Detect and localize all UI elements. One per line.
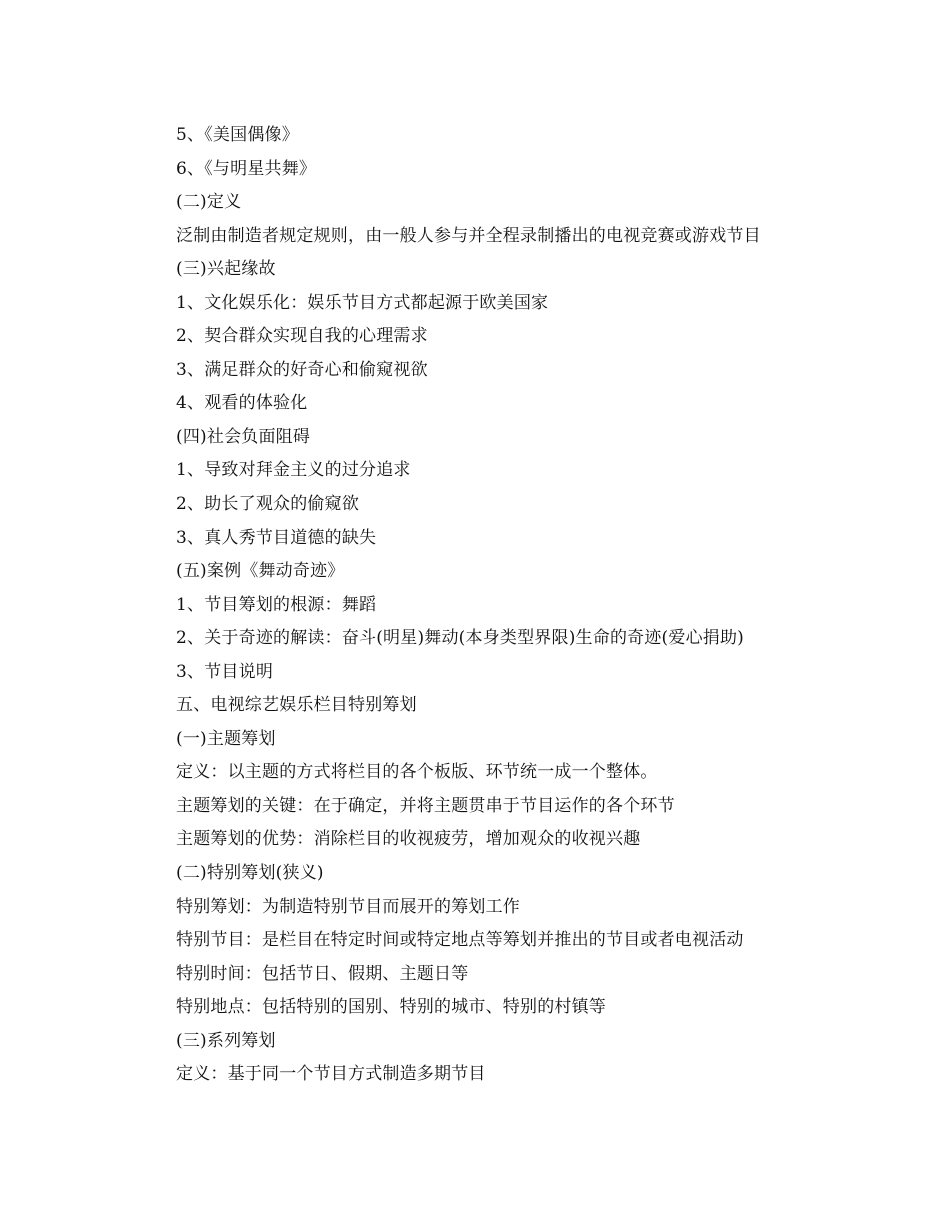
text-line: 特别时间：包括节日、假期、主题日等: [176, 963, 469, 984]
section-heading: (一)主题筹划: [176, 728, 276, 749]
text-line: 1、导致对拜金主义的过分追求: [176, 460, 411, 481]
text-line: 4、观看的体验化: [176, 393, 308, 414]
text-line: 定义：基于同一个节目方式制造多期节目: [176, 1064, 486, 1085]
text-line: 5、《美国偶像》: [176, 125, 299, 145]
section-heading: (五)案例《舞动奇迹》: [176, 561, 345, 582]
chapter-heading: 五、电视综艺娱乐栏目特别筹划: [176, 695, 417, 716]
section-heading: (二)特别筹划(狭义): [176, 863, 324, 884]
section-heading: (二)定义: [176, 192, 242, 213]
text-line: 主题筹划的关键：在于确定，并将主题贯串于节目运作的各个环节: [176, 795, 675, 816]
text-line: 1、文化娱乐化：娱乐节目方式都起源于欧美国家: [176, 292, 549, 313]
section-heading: (四)社会负面阻碍: [176, 426, 311, 447]
text-line: 6、《与明星共舞》: [176, 158, 317, 179]
section-heading: (三)系列筹划: [176, 1030, 276, 1051]
text-line: 3、满足群众的好奇心和偷窥视欲: [176, 359, 428, 380]
text-line: 2、契合群众实现自我的心理需求: [176, 326, 428, 347]
text-line: 2、助长了观众的偷窥欲: [176, 494, 360, 515]
text-line: 2、关于奇迹的解读：奋斗(明星)舞动(本身类型界限)生命的奇迹(爱心捐助): [176, 628, 745, 649]
text-line: 3、节目说明: [176, 661, 274, 682]
text-line: 特别节目：是栏目在特定时间或特定地点等筹划并推出的节目或者电视活动: [176, 930, 744, 951]
text-line: 泛制由制造者规定规则，由一般人参与并全程录制播出的电视竞赛或游戏节目: [176, 225, 761, 246]
text-line: 1、节目筹划的根源：舞蹈: [176, 594, 377, 615]
text-line: 特别筹划：为制造特别节目而展开的筹划工作: [176, 896, 520, 917]
section-heading: (三)兴起缘故: [176, 259, 276, 280]
text-line: 3、真人秀节目道德的缺失: [176, 527, 377, 548]
text-line: 定义：以主题的方式将栏目的各个板版、环节统一成一个整体。: [176, 762, 658, 783]
text-line: 主题筹划的优势：消除栏目的收视疲劳，增加观众的收视兴趣: [176, 829, 641, 850]
document-body: [176, 119, 856, 1092]
text-line: 特别地点：包括特别的国别、特别的城市、特别的村镇等: [176, 997, 606, 1018]
